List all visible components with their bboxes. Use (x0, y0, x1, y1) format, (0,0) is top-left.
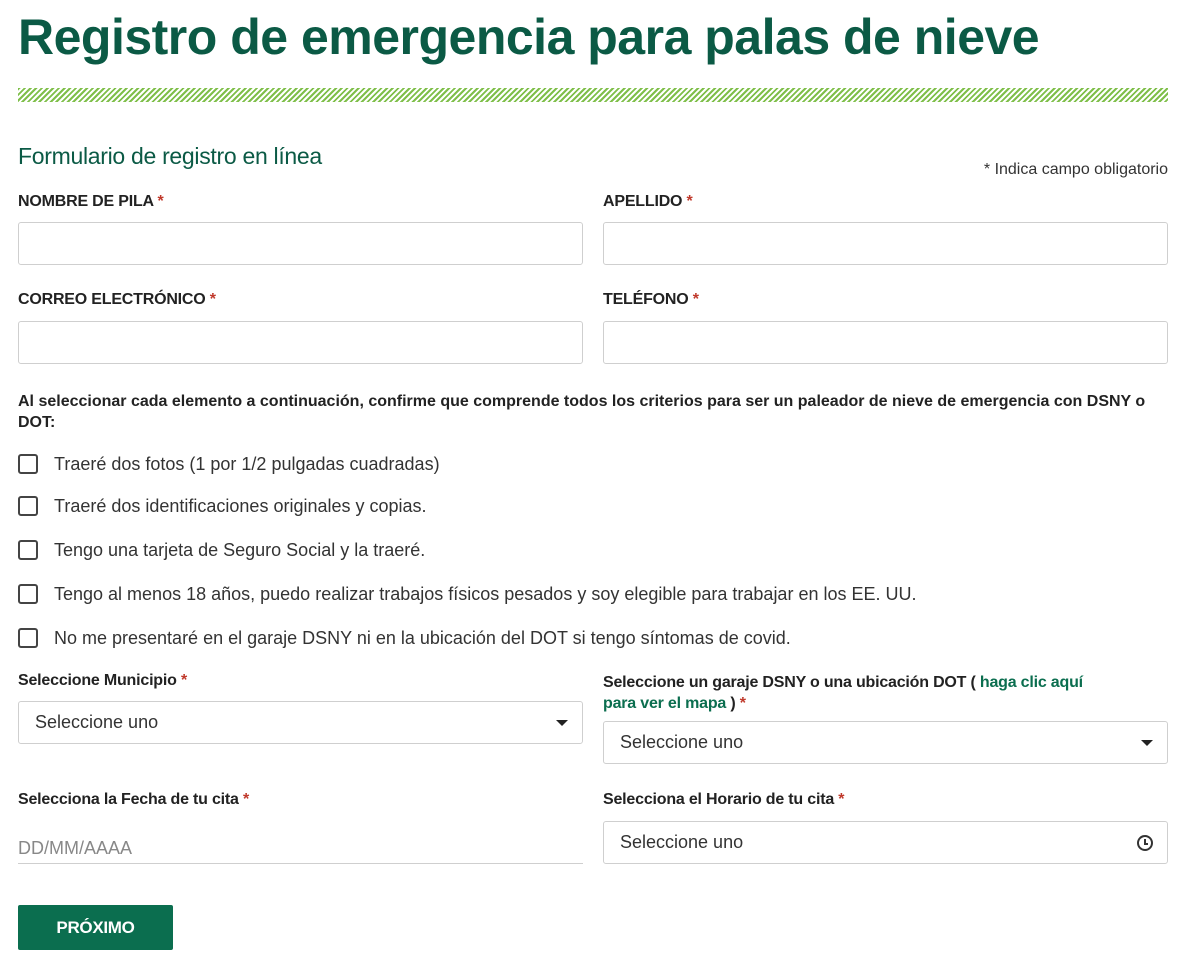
required-asterisk: * (838, 791, 845, 808)
criteria-intro: Al seleccionar cada elemento a continuación, confirme que comprende todos los criterios para ser un paleador de nieve de emergencia con DSNY o DOT: (18, 393, 1146, 431)
map-link[interactable]: haga clic aquí (979, 674, 1083, 691)
next-button[interactable]: PRÓXIMO (18, 905, 173, 950)
date-input[interactable] (18, 833, 583, 864)
location-label-suffix: ) (730, 695, 736, 712)
borough-label-text: Seleccione Municipio (18, 672, 177, 689)
required-asterisk: * (692, 291, 699, 308)
page-title: Registro de emergencia para palas de nieve (18, 9, 1040, 65)
criteria-item-covid[interactable] (18, 625, 791, 651)
chevron-down-icon (1141, 740, 1153, 746)
checkbox[interactable] (18, 628, 38, 648)
required-asterisk: * (157, 193, 164, 210)
required-asterisk: * (739, 695, 746, 712)
location-label (603, 672, 1168, 714)
criteria-item-age[interactable] (18, 581, 917, 607)
date-label (18, 791, 249, 809)
email-label (18, 291, 216, 309)
time-label-text: Selecciona el Horario de tu cita (603, 791, 835, 808)
checkbox[interactable] (18, 584, 38, 604)
decorative-stripe (18, 88, 1168, 102)
checkbox-label[interactable]: Tengo al menos 18 años, puedo realizar trabajos físicos pesados y soy elegible para trabajar en los EE. UU. (54, 583, 917, 604)
time-select[interactable] (603, 821, 1168, 864)
criteria-item-ssn[interactable] (18, 537, 425, 563)
location-select[interactable] (603, 721, 1168, 764)
clock-icon (1137, 835, 1153, 851)
first-name-input[interactable] (18, 222, 583, 265)
phone-input[interactable] (603, 321, 1168, 364)
form-title: Formulario de registro en línea (18, 143, 322, 169)
time-label (603, 791, 844, 809)
checkbox-label[interactable]: Traeré dos fotos (1 por 1/2 pulgadas cuadradas) (54, 453, 440, 474)
phone-label (603, 291, 699, 309)
required-asterisk: * (686, 193, 693, 210)
first-name-label (18, 193, 164, 211)
required-asterisk: * (209, 291, 216, 308)
criteria-item-ids[interactable] (18, 493, 427, 519)
email-input[interactable] (18, 321, 583, 364)
time-selected-value: Seleccione uno (620, 832, 744, 852)
first-name-label-text: NOMBRE DE PILA (18, 193, 154, 210)
required-asterisk: * (180, 672, 187, 689)
email-label-text: CORREO ELECTRÓNICO (18, 291, 206, 308)
last-name-input[interactable] (603, 222, 1168, 265)
checkbox-label[interactable]: Tengo una tarjeta de Seguro Social y la traeré. (54, 539, 426, 560)
criteria-item-photos[interactable] (18, 451, 440, 477)
checkbox-label[interactable]: Traeré dos identificaciones originales y copias. (54, 495, 427, 516)
chevron-down-icon (556, 720, 568, 726)
phone-label-text: TELÉFONO (603, 291, 689, 308)
location-selected-value: Seleccione uno (620, 732, 744, 752)
required-note: * Indica campo obligatorio (983, 161, 1168, 178)
last-name-label (603, 193, 693, 211)
borough-label (18, 672, 187, 690)
borough-select[interactable] (18, 701, 583, 744)
borough-selected-value: Seleccione uno (35, 712, 159, 732)
location-label-prefix: Seleccione un garaje DSNY o una ubicación DOT ( (603, 674, 976, 691)
map-link-continued[interactable]: para ver el mapa (603, 695, 727, 712)
checkbox[interactable] (18, 454, 38, 474)
date-label-text: Selecciona la Fecha de tu cita (18, 791, 239, 808)
last-name-label-text: APELLIDO (603, 193, 683, 210)
checkbox[interactable] (18, 540, 38, 560)
required-asterisk: * (243, 791, 250, 808)
checkbox[interactable] (18, 496, 38, 516)
checkbox-label[interactable]: No me presentaré en el garaje DSNY ni en la ubicación del DOT si tengo síntomas de covid. (54, 627, 791, 648)
